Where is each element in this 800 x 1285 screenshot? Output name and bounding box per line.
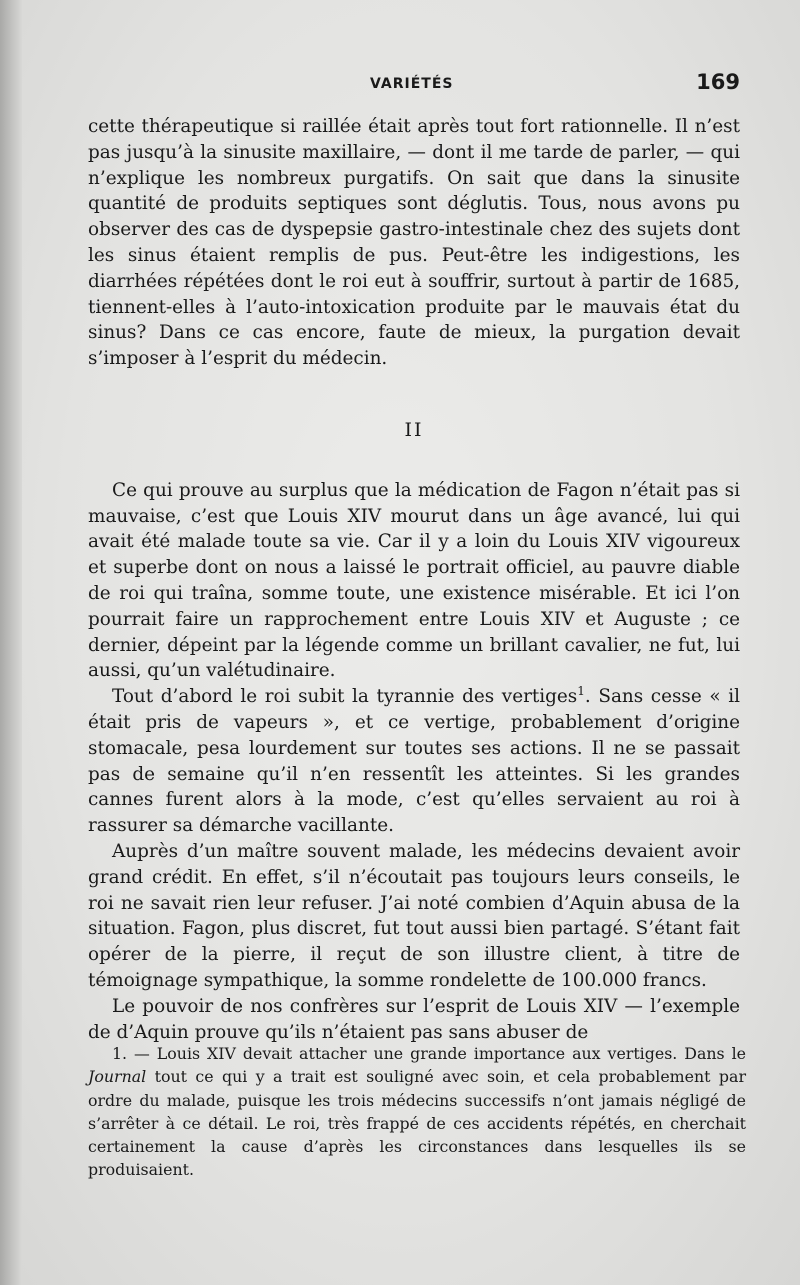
footnote-text: tout ce qui y a trait est souligné avec soin, et cela probablement par ordre du malade, puisque les trois médecins successifs n’ont jamais négligé de s’arrêter à ce détail. Le roi, très frappé de ces accidents répétés, en cherchait certainement la cause d’après les circonstances dans lesquelles ils se produisaient. — [88, 1067, 746, 1180]
page-number: 169 — [696, 70, 740, 94]
page-header — [88, 70, 740, 106]
footnote-number: 1. — [112, 1044, 128, 1063]
page-edge-shadow — [0, 0, 22, 1285]
paragraph-text: Tout d’abord le roi subit la tyrannie des vertiges — [112, 686, 578, 708]
running-title: VARIÉTÉS — [370, 76, 454, 92]
section-heading: II — [404, 418, 424, 441]
footnotes — [88, 1042, 746, 1182]
footnote-text: — Louis XIV devait attacher une grande importance aux vertiges. Dans le — [134, 1044, 746, 1063]
paragraph-vertiges — [88, 684, 740, 839]
paragraph-text: . Sans cesse « il était pris de vapeurs », et ce vertige, probablement d’origine stomacale, pesa lourdement sur toutes ses actions. Il ne se passait pas de semaine qu’il n’en ressentît les atteintes. Si les grandes cannes furent alors à la mode, c’est qu’elles servaient au roi à rassurer sa démarche vacillante. — [88, 686, 740, 837]
footnote-reference: 1 — [577, 684, 585, 699]
paragraph-continuation: cette thérapeutique si raillée était après tout fort rationnelle. Il n’est pas jusqu’à la sinusite maxillaire, — dont il me tarde de parler, — qui n’explique les nombreux purgatifs. On sait que dans la sinusite quantité de produits septiques sont déglutis. Tous, nous avons pu observer des cas de dyspepsie gastro-intestinale chez des sujets dont les sinus étaient remplis de pus. Peut-être les indigestions, les diarrhées répétées dont le roi eut à souffrir, surtout à partir de 1685, tiennent-elles à l’auto-intoxication produite par le mauvais état du sinus? Dans ce cas encore, faute de mieux, la purgation devait s’imposer à l’esprit du médecin. — [88, 116, 740, 370]
paragraph: Auprès d’un maître souvent malade, les médecins devaient avoir grand crédit. En effet, s’il n’écoutait pas toujours leurs conseils, le roi ne savait rien leur refuser. J’ai noté combien d’Aquin abusa de la situation. Fagon, plus discret, fut tout aussi bien partagé. S’étant fait opérer de la pierre, il reçut de son illustre client, à titre de témoignage sympathique, la somme rondelette de 100.000 francs. — [88, 840, 740, 991]
paragraph: Ce qui prouve au surplus que la médication de Fagon n’était pas si mauvaise, c’est que Louis XIV mourut dans un âge avancé, lui qui avait été malade toute sa vie. Car il y a loin du Louis XIV vigoureux et superbe dont on nous a laissé le portrait officiel, au pauvre diable de roi qui traîna, somme toute, une existence misérable. Et ici l’on pourrait faire un rapprochement entre Louis XIV et Auguste ; ce dernier, dépeint par la légende comme un brillant cavalier, ne fut, lui aussi, qu’un valétudinaire. — [88, 479, 740, 682]
main-text — [88, 114, 740, 1045]
footnote-journal-title: Journal — [88, 1067, 147, 1087]
paragraph: Le pouvoir de nos confrères sur l’esprit de Louis XIV — l’exemple de d’Aquin prouve qu’ils n’étaient pas sans abuser de — [88, 995, 740, 1043]
footnote — [88, 1042, 746, 1182]
